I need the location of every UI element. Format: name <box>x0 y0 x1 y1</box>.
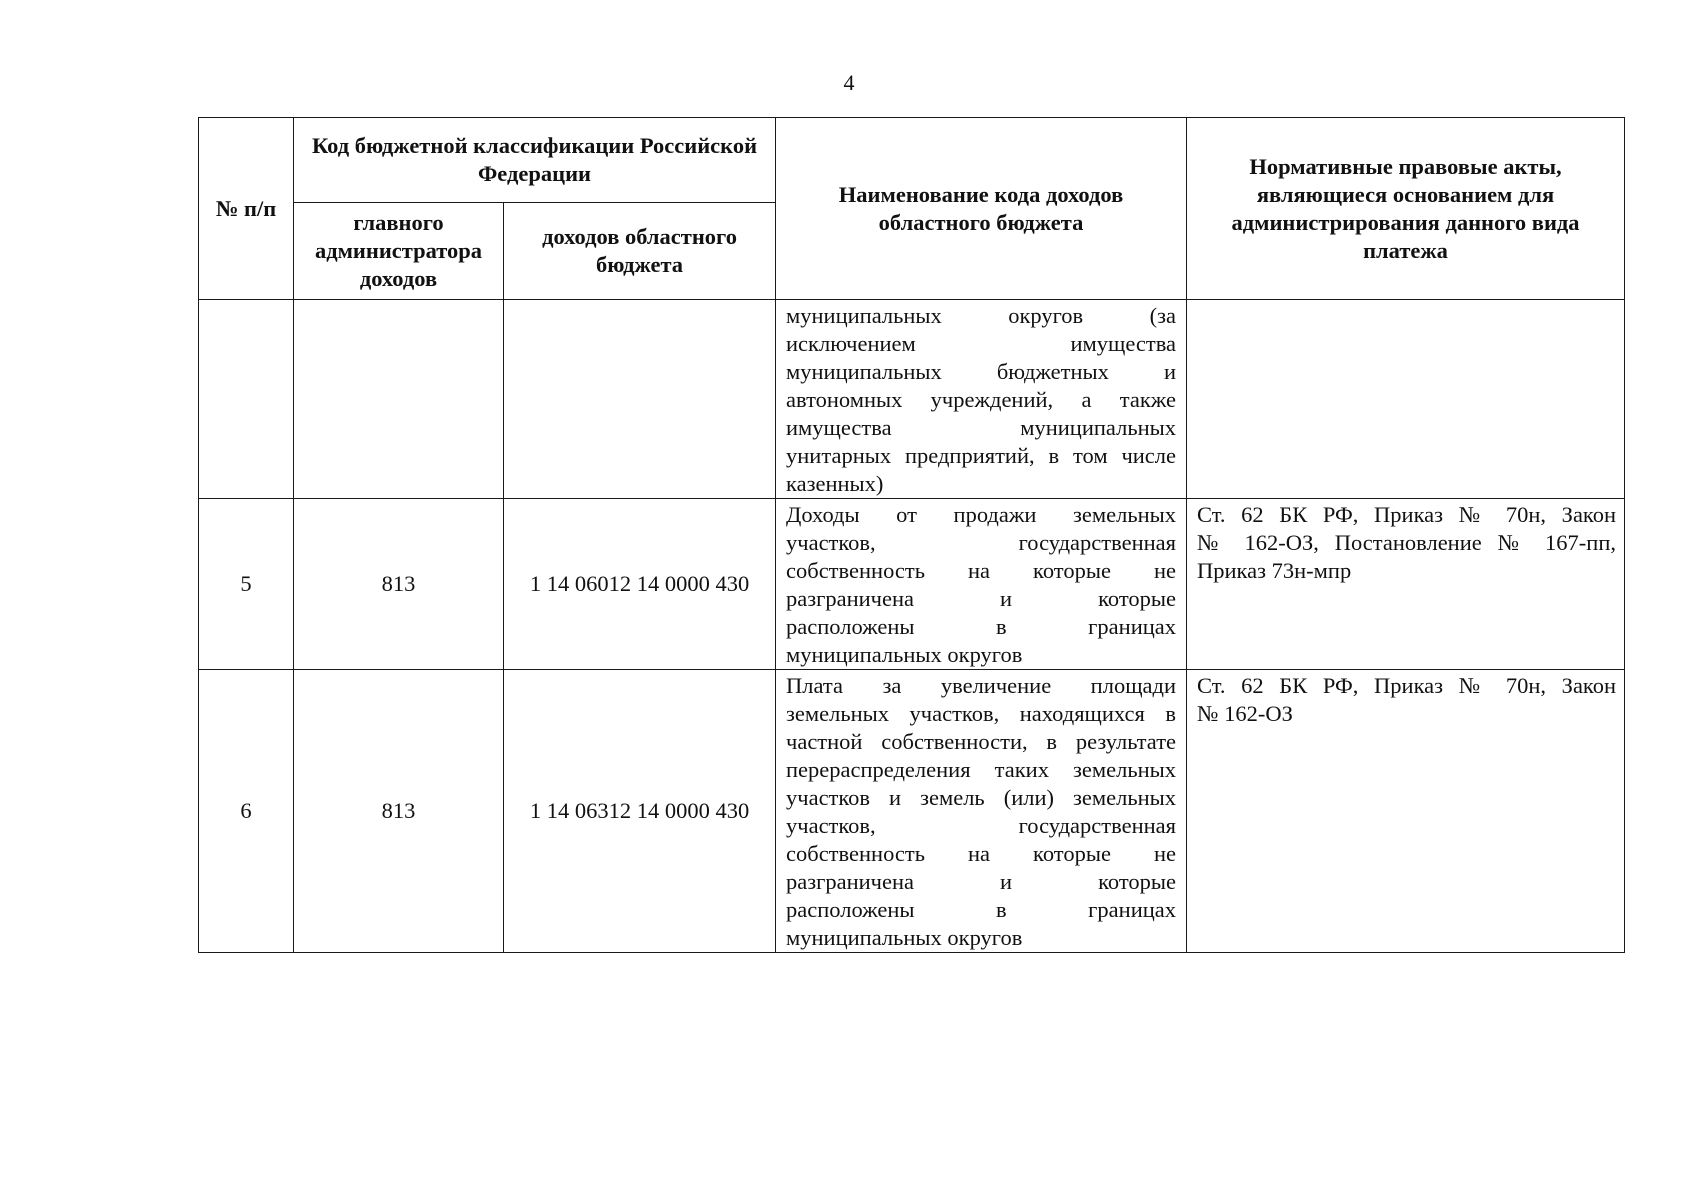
income-name-line: собственность на которые не <box>786 558 1177 583</box>
income-name-line: собственность на которые не <box>786 841 1177 866</box>
income-name-line: разграничена и которые <box>786 869 1177 894</box>
income-name-line: муниципальных округов <box>786 642 1023 667</box>
header-bk-code-group: Код бюджетной классификации Российской Федерации <box>294 118 776 203</box>
income-name-line: муниципальных округов (за <box>786 303 1177 328</box>
income-name-line: участков, государственная <box>786 530 1177 555</box>
income-name-line: Доходы от продажи земельных <box>786 502 1177 527</box>
income-name-line: автономных учреждений, а также <box>786 387 1177 412</box>
income-name-line: унитарных предприятий, в том числе <box>786 443 1177 468</box>
legal-acts-cell <box>1187 300 1625 499</box>
row-number-cell: 5 <box>199 499 294 670</box>
income-name-line: разграничена и которые <box>786 586 1177 611</box>
row-number-cell: 6 <box>199 670 294 953</box>
header-income-name: Наименование кода доходов областного бюджета <box>776 118 1187 300</box>
income-name-line: земельных участков, находящихся в <box>786 701 1177 726</box>
header-legal-acts: Нормативные правовые акты, являющиеся основанием для администрирования данного вида платежа <box>1187 118 1625 300</box>
income-name-line: расположены в границах <box>786 614 1177 639</box>
header-income-code: доходов областного бюджета <box>504 203 776 300</box>
income-code-cell <box>504 300 776 499</box>
income-code-cell: 1 14 06012 14 0000 430 <box>504 499 776 670</box>
table-row <box>199 499 1625 670</box>
table-body <box>199 300 1625 953</box>
page-number: 4 <box>843 70 855 95</box>
admin-code-cell: 813 <box>294 499 504 670</box>
income-name-line: исключением имущества <box>786 331 1177 356</box>
income-name-line: участков и земель (или) земельных <box>786 785 1177 810</box>
income-name-line: казенных) <box>786 471 884 496</box>
income-name-line: муниципальных бюджетных и <box>786 359 1177 384</box>
header-number: № п/п <box>199 118 294 300</box>
income-code-cell: 1 14 06312 14 0000 430 <box>504 670 776 953</box>
table-row <box>199 300 1625 499</box>
legal-acts-line: № 162-ОЗ <box>1197 701 1293 726</box>
income-name-line: расположены в границах <box>786 897 1177 922</box>
table-header-row <box>199 118 1625 203</box>
admin-code-cell <box>294 300 504 499</box>
legal-acts-line: Приказ 73н-мпр <box>1197 558 1352 583</box>
income-name-line: участков, государственная <box>786 813 1177 838</box>
legal-acts-line: Ст. 62 БК РФ, Приказ № 70н, Закон <box>1197 502 1617 527</box>
income-name-line: имущества муниципальных <box>786 415 1177 440</box>
income-name-line: Плата за увеличение площади <box>786 673 1177 698</box>
income-name-cell <box>776 499 1187 670</box>
legal-acts-cell <box>1187 670 1625 953</box>
income-name-line: частной собственности, в результате <box>786 729 1177 754</box>
income-name-line: перераспределения таких земельных <box>786 757 1177 782</box>
income-name-cell <box>776 300 1187 499</box>
row-number-cell <box>199 300 294 499</box>
income-codes-table <box>198 117 1625 953</box>
income-name-line: муниципальных округов <box>786 925 1023 950</box>
income-name-cell <box>776 670 1187 953</box>
legal-acts-line: № 162-ОЗ, Постановление № 167-пп, <box>1197 530 1617 555</box>
table-row <box>199 670 1625 953</box>
legal-acts-cell <box>1187 499 1625 670</box>
header-administrator-code: главного администратора доходов <box>294 203 504 300</box>
legal-acts-line: Ст. 62 БК РФ, Приказ № 70н, Закон <box>1197 673 1617 698</box>
admin-code-cell: 813 <box>294 670 504 953</box>
